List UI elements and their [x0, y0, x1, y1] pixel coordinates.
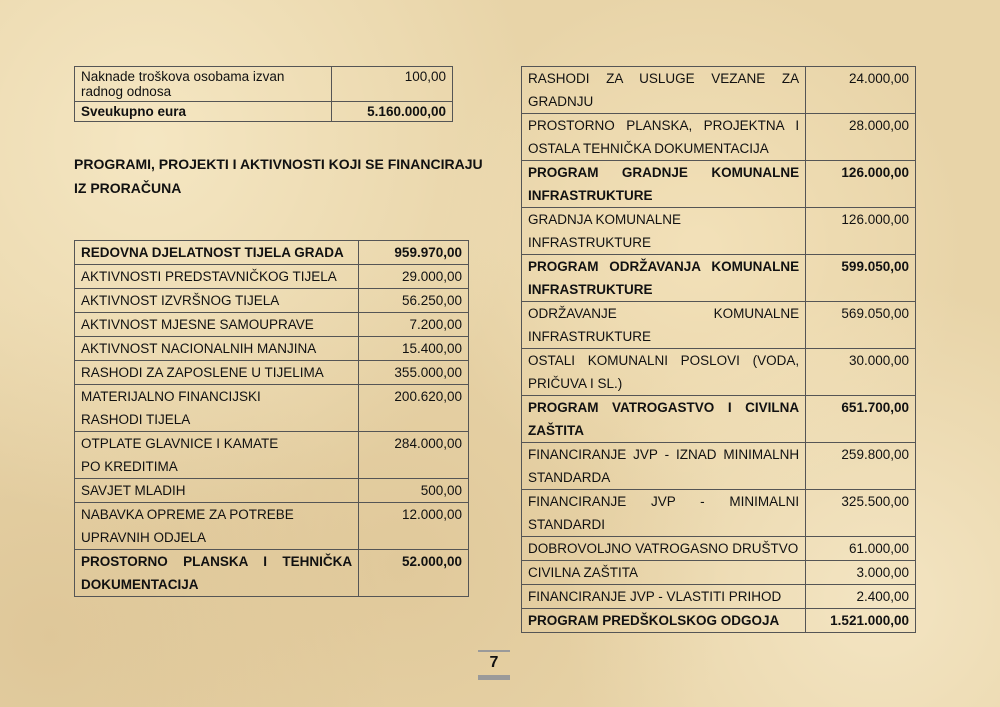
table-row	[522, 561, 916, 585]
row-value: 52.000,00	[359, 550, 469, 597]
row-label: PROGRAM VATROGASTVO I CIVILNA ZAŠTITA	[522, 396, 806, 443]
row-label: PROSTORNO PLANSKA I TEHNIČKA DOKUMENTACIJA	[75, 550, 359, 597]
table-row	[75, 289, 469, 313]
row-value: 100,00	[332, 67, 453, 102]
row-label: ODRŽAVANJE KOMUNALNE INFRASTRUKTURE	[522, 302, 806, 349]
table-row	[75, 67, 453, 102]
row-value: 3.000,00	[806, 561, 916, 585]
table-row	[75, 265, 469, 289]
total-value: 5.160.000,00	[332, 102, 453, 122]
row-value: 30.000,00	[806, 349, 916, 396]
row-label: SAVJET MLADIH	[75, 479, 359, 503]
row-value: 569.050,00	[806, 302, 916, 349]
row-label: RASHODI ZA ZAPOSLENE U TIJELIMA	[75, 361, 359, 385]
page-number-top-rule	[478, 650, 510, 652]
table-row	[522, 537, 916, 561]
row-label: PROGRAM GRADNJE KOMUNALNE INFRASTRUKTURE	[522, 161, 806, 208]
row-value: 500,00	[359, 479, 469, 503]
row-value: 1.521.000,00	[806, 609, 916, 633]
row-value: 126.000,00	[806, 208, 916, 255]
row-label: AKTIVNOST NACIONALNIH MANJINA	[75, 337, 359, 361]
row-value: 24.000,00	[806, 67, 916, 114]
row-value: 259.800,00	[806, 443, 916, 490]
page-number-bar	[478, 675, 510, 680]
table-row	[522, 255, 916, 302]
table-row	[75, 385, 469, 432]
row-value: 2.400,00	[806, 585, 916, 609]
page-number-text: 7	[489, 654, 499, 671]
row-value: 29.000,00	[359, 265, 469, 289]
row-label: FINANCIRANJE JVP - VLASTITI PRIHOD	[522, 585, 806, 609]
table-row	[75, 432, 469, 479]
page-number	[478, 650, 510, 680]
table-row	[75, 479, 469, 503]
section-heading: PROGRAMI, PROJEKTI I AKTIVNOSTI KOJI SE FINANCIRAJU IZ PRORAČUNA	[74, 156, 483, 196]
row-value: 7.200,00	[359, 313, 469, 337]
row-label: FINANCIRANJE JVP - IZNAD MINIMALNH STANDARDA	[522, 443, 806, 490]
row-label: FINANCIRANJE JVP - MINIMALNI STANDARDI	[522, 490, 806, 537]
summary-table	[74, 66, 453, 122]
table-row	[522, 302, 916, 349]
row-label: Naknade troškova osobama izvan radnog odnosa	[75, 67, 332, 102]
table-row	[75, 102, 453, 122]
row-label: DOBROVOLJNO VATROGASNO DRUŠTVO	[522, 537, 806, 561]
row-value: 126.000,00	[806, 161, 916, 208]
row-label: MATERIJALNO FINANCIJSKI RASHODI TIJELA	[75, 385, 359, 432]
total-label: Sveukupno eura	[75, 102, 332, 122]
table-row	[522, 208, 916, 255]
row-value: 959.970,00	[359, 241, 469, 265]
row-label: PROGRAM PREDŠKOLSKOG ODGOJA	[522, 609, 806, 633]
row-label: GRADNJA KOMUNALNE INFRASTRUKTURE	[522, 208, 806, 255]
row-value: 599.050,00	[806, 255, 916, 302]
row-label: AKTIVNOST MJESNE SAMOUPRAVE	[75, 313, 359, 337]
row-value: 15.400,00	[359, 337, 469, 361]
row-label: OSTALI KOMUNALNI POSLOVI (VODA, PRIČUVA I SL.)	[522, 349, 806, 396]
row-label: CIVILNA ZAŠTITA	[522, 561, 806, 585]
table-row	[522, 396, 916, 443]
table-row	[522, 585, 916, 609]
table-row	[75, 361, 469, 385]
row-label: RASHODI ZA USLUGE VEZANE ZA GRADNJU	[522, 67, 806, 114]
row-label: REDOVNA DJELATNOST TIJELA GRADA	[75, 241, 359, 265]
row-value: 56.250,00	[359, 289, 469, 313]
row-value: 651.700,00	[806, 396, 916, 443]
table-row	[522, 443, 916, 490]
table-row	[75, 241, 469, 265]
table-row	[522, 114, 916, 161]
row-value: 200.620,00	[359, 385, 469, 432]
row-label: NABAVKA OPREME ZA POTREBE UPRAVNIH ODJELA	[75, 503, 359, 550]
row-label: AKTIVNOST IZVRŠNOG TIJELA	[75, 289, 359, 313]
row-value: 28.000,00	[806, 114, 916, 161]
table-row	[75, 503, 469, 550]
table-row	[75, 550, 469, 597]
table-row	[522, 349, 916, 396]
table-row	[75, 313, 469, 337]
table-row	[522, 161, 916, 208]
table-row	[522, 609, 916, 633]
table-row	[522, 67, 916, 114]
programs-table-right	[521, 66, 916, 633]
row-value: 325.500,00	[806, 490, 916, 537]
row-label: OTPLATE GLAVNICE I KAMATE PO KREDITIMA	[75, 432, 359, 479]
row-value: 284.000,00	[359, 432, 469, 479]
programs-table-left	[74, 240, 469, 597]
table-row	[75, 337, 469, 361]
table-row	[522, 490, 916, 537]
row-value: 12.000,00	[359, 503, 469, 550]
row-value: 355.000,00	[359, 361, 469, 385]
row-label: AKTIVNOSTI PREDSTAVNIČKOG TIJELA	[75, 265, 359, 289]
row-value: 61.000,00	[806, 537, 916, 561]
row-label: PROGRAM ODRŽAVANJA KOMUNALNE INFRASTRUKTURE	[522, 255, 806, 302]
row-label: PROSTORNO PLANSKA, PROJEKTNA I OSTALA TEHNIČKA DOKUMENTACIJA	[522, 114, 806, 161]
